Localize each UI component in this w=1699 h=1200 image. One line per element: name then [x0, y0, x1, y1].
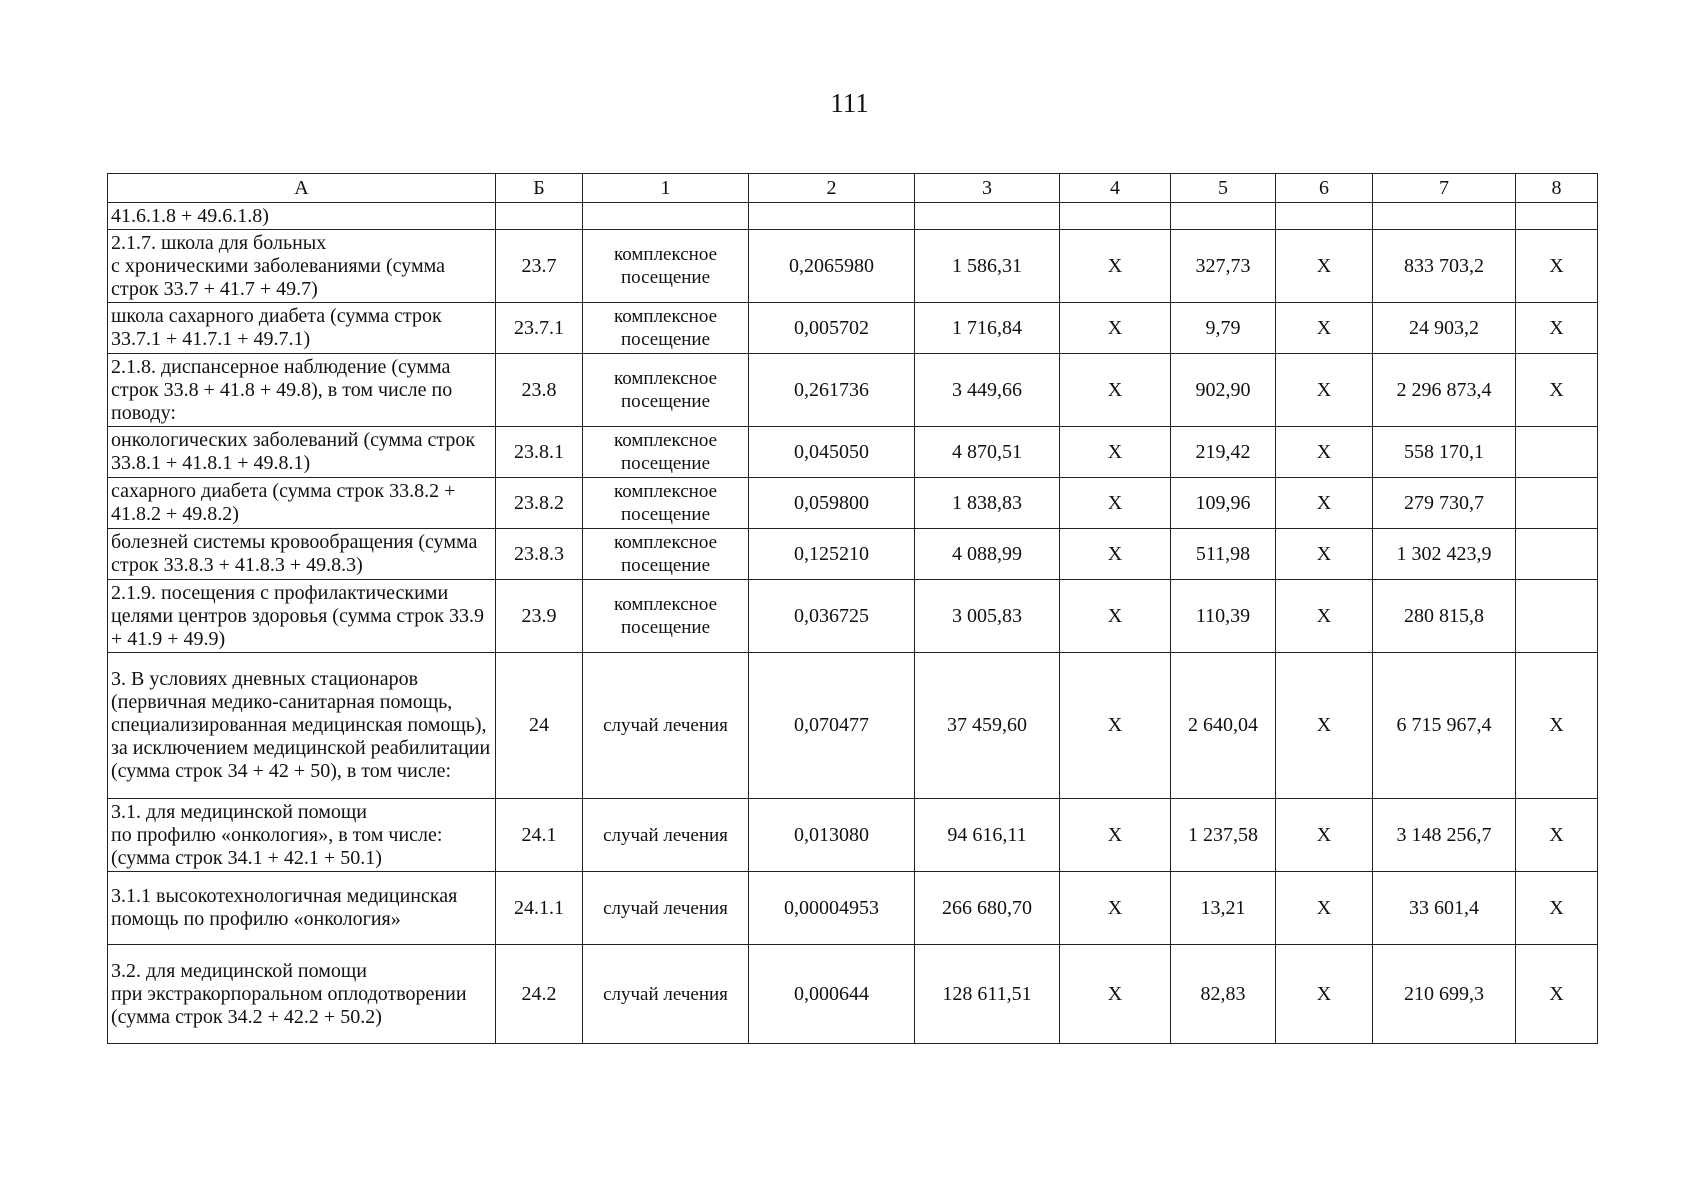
row-unit — [583, 203, 749, 230]
header-col-6: 6 — [1276, 174, 1373, 203]
row-name: школа сахарного диабета (сумма строк 33.7.1 + 41.7.1 + 49.7.1) — [108, 303, 496, 354]
row-col-7: 558 170,1 — [1373, 427, 1516, 478]
row-col-2: 0,2065980 — [749, 230, 915, 303]
row-code: 23.8.3 — [496, 529, 583, 580]
row-col-2: 0,125210 — [749, 529, 915, 580]
row-name: 2.1.9. посещения с профилактическими целями центров здоровья (сумма строк 33.9 + 41.9 + 49.9) — [108, 580, 496, 653]
row-col-8: Х — [1516, 653, 1598, 799]
row-col-6: Х — [1276, 872, 1373, 945]
header-col-2: 2 — [749, 174, 915, 203]
row-name: 3. В условиях дневных стационаров (первичная медико-санитарная помощь, специализированная медицинская помощь), за исключением медицинской реабилитации (сумма строк 34 + 42 + 50), в том числе: — [108, 653, 496, 799]
row-code: 23.9 — [496, 580, 583, 653]
row-unit: комплексное посещение — [583, 427, 749, 478]
row-col-5: 110,39 — [1171, 580, 1276, 653]
table-row — [108, 529, 1598, 580]
row-col-6: Х — [1276, 529, 1373, 580]
row-col-8 — [1516, 580, 1598, 653]
data-table — [107, 173, 1598, 1044]
row-col-4: Х — [1060, 427, 1171, 478]
row-col-6: Х — [1276, 354, 1373, 427]
row-col-5: 327,73 — [1171, 230, 1276, 303]
row-code: 23.8.1 — [496, 427, 583, 478]
row-col-6: Х — [1276, 945, 1373, 1044]
row-name: 41.6.1.8 + 49.6.1.8) — [108, 203, 496, 230]
row-unit: комплексное посещение — [583, 529, 749, 580]
row-col-8: Х — [1516, 799, 1598, 872]
row-col-4: Х — [1060, 945, 1171, 1044]
row-col-7: 24 903,2 — [1373, 303, 1516, 354]
row-col-8 — [1516, 478, 1598, 529]
row-col-8: Х — [1516, 354, 1598, 427]
row-unit: комплексное посещение — [583, 303, 749, 354]
row-col-8: Х — [1516, 230, 1598, 303]
row-code: 23.7 — [496, 230, 583, 303]
row-name: 3.1. для медицинской помощи по профилю «онкология», в том числе: (сумма строк 34.1 + 42.1 + 50.1) — [108, 799, 496, 872]
row-col-4: Х — [1060, 303, 1171, 354]
row-col-5: 82,83 — [1171, 945, 1276, 1044]
table-row — [108, 230, 1598, 303]
row-col-2: 0,045050 — [749, 427, 915, 478]
row-name: 3.1.1 высокотехнологичная медицинская помощь по профилю «онкология» — [108, 872, 496, 945]
row-col-4: Х — [1060, 872, 1171, 945]
header-col-a: А — [108, 174, 496, 203]
row-name: болезней системы кровообращения (сумма строк 33.8.3 + 41.8.3 + 49.8.3) — [108, 529, 496, 580]
row-col-2: 0,036725 — [749, 580, 915, 653]
row-col-8: Х — [1516, 872, 1598, 945]
page-number: 111 — [830, 88, 869, 118]
table-row — [108, 945, 1598, 1044]
row-col-7 — [1373, 203, 1516, 230]
header-row — [108, 174, 1598, 203]
row-col-6: Х — [1276, 230, 1373, 303]
row-col-7: 280 815,8 — [1373, 580, 1516, 653]
row-col-7: 279 730,7 — [1373, 478, 1516, 529]
row-col-5: 902,90 — [1171, 354, 1276, 427]
row-name: 2.1.8. диспансерное наблюдение (сумма строк 33.8 + 41.8 + 49.8), в том числе по поводу: — [108, 354, 496, 427]
row-col-3: 1 838,83 — [915, 478, 1060, 529]
row-col-3: 128 611,51 — [915, 945, 1060, 1044]
row-col-6: Х — [1276, 580, 1373, 653]
row-col-3: 266 680,70 — [915, 872, 1060, 945]
header-col-5: 5 — [1171, 174, 1276, 203]
header-col-3: 3 — [915, 174, 1060, 203]
row-col-4 — [1060, 203, 1171, 230]
row-col-5: 2 640,04 — [1171, 653, 1276, 799]
row-code: 24 — [496, 653, 583, 799]
row-name: сахарного диабета (сумма строк 33.8.2 + 41.8.2 + 49.8.2) — [108, 478, 496, 529]
row-code: 24.2 — [496, 945, 583, 1044]
row-col-8: Х — [1516, 945, 1598, 1044]
table-row — [108, 478, 1598, 529]
row-col-7: 33 601,4 — [1373, 872, 1516, 945]
table-row — [108, 427, 1598, 478]
row-col-3 — [915, 203, 1060, 230]
row-unit: комплексное посещение — [583, 230, 749, 303]
row-col-3: 4 088,99 — [915, 529, 1060, 580]
table-row — [108, 203, 1598, 230]
row-col-4: Х — [1060, 529, 1171, 580]
row-unit: случай лечения — [583, 872, 749, 945]
row-col-7: 833 703,2 — [1373, 230, 1516, 303]
table-row — [108, 653, 1598, 799]
row-col-2: 0,261736 — [749, 354, 915, 427]
row-name: 3.2. для медицинской помощи при экстракорпоральном оплодотворении (сумма строк 34.2 + 42.2 + 50.2) — [108, 945, 496, 1044]
row-col-8: Х — [1516, 303, 1598, 354]
row-col-6: Х — [1276, 303, 1373, 354]
row-col-5: 219,42 — [1171, 427, 1276, 478]
row-col-6: Х — [1276, 653, 1373, 799]
row-col-8 — [1516, 203, 1598, 230]
row-col-3: 3 449,66 — [915, 354, 1060, 427]
row-unit: комплексное посещение — [583, 478, 749, 529]
row-col-6: Х — [1276, 478, 1373, 529]
row-col-2: 0,00004953 — [749, 872, 915, 945]
row-col-2 — [749, 203, 915, 230]
row-unit: комплексное посещение — [583, 580, 749, 653]
row-col-5: 13,21 — [1171, 872, 1276, 945]
row-col-3: 1 716,84 — [915, 303, 1060, 354]
row-col-3: 4 870,51 — [915, 427, 1060, 478]
header-col-8: 8 — [1516, 174, 1598, 203]
row-code — [496, 203, 583, 230]
table-row — [108, 799, 1598, 872]
row-code: 23.7.1 — [496, 303, 583, 354]
row-col-7: 3 148 256,7 — [1373, 799, 1516, 872]
row-col-5 — [1171, 203, 1276, 230]
row-col-8 — [1516, 529, 1598, 580]
row-col-4: Х — [1060, 580, 1171, 653]
row-col-2: 0,005702 — [749, 303, 915, 354]
row-col-6: Х — [1276, 799, 1373, 872]
row-name: онкологических заболеваний (сумма строк 33.8.1 + 41.8.1 + 49.8.1) — [108, 427, 496, 478]
row-col-2: 0,059800 — [749, 478, 915, 529]
row-code: 23.8.2 — [496, 478, 583, 529]
header-col-b: Б — [496, 174, 583, 203]
row-col-4: Х — [1060, 799, 1171, 872]
table-row — [108, 303, 1598, 354]
row-col-8 — [1516, 427, 1598, 478]
row-name: 2.1.7. школа для больных с хроническими заболеваниями (сумма строк 33.7 + 41.7 + 49.7) — [108, 230, 496, 303]
row-unit: случай лечения — [583, 799, 749, 872]
row-col-3: 37 459,60 — [915, 653, 1060, 799]
row-col-3: 94 616,11 — [915, 799, 1060, 872]
row-col-4: Х — [1060, 354, 1171, 427]
row-col-5: 109,96 — [1171, 478, 1276, 529]
row-col-3: 1 586,31 — [915, 230, 1060, 303]
row-unit: случай лечения — [583, 653, 749, 799]
row-col-7: 210 699,3 — [1373, 945, 1516, 1044]
header-col-1: 1 — [583, 174, 749, 203]
row-col-5: 9,79 — [1171, 303, 1276, 354]
table-row — [108, 872, 1598, 945]
row-code: 23.8 — [496, 354, 583, 427]
row-col-2: 0,013080 — [749, 799, 915, 872]
row-col-4: Х — [1060, 653, 1171, 799]
row-code: 24.1.1 — [496, 872, 583, 945]
row-col-6 — [1276, 203, 1373, 230]
row-unit: случай лечения — [583, 945, 749, 1044]
row-col-3: 3 005,83 — [915, 580, 1060, 653]
row-col-5: 1 237,58 — [1171, 799, 1276, 872]
row-col-2: 0,070477 — [749, 653, 915, 799]
row-col-7: 6 715 967,4 — [1373, 653, 1516, 799]
row-unit: комплексное посещение — [583, 354, 749, 427]
table-row — [108, 354, 1598, 427]
row-col-7: 1 302 423,9 — [1373, 529, 1516, 580]
table-row — [108, 580, 1598, 653]
row-col-4: Х — [1060, 478, 1171, 529]
row-col-6: Х — [1276, 427, 1373, 478]
header-col-4: 4 — [1060, 174, 1171, 203]
row-col-2: 0,000644 — [749, 945, 915, 1044]
row-col-5: 511,98 — [1171, 529, 1276, 580]
row-col-7: 2 296 873,4 — [1373, 354, 1516, 427]
row-col-4: Х — [1060, 230, 1171, 303]
header-col-7: 7 — [1373, 174, 1516, 203]
row-code: 24.1 — [496, 799, 583, 872]
